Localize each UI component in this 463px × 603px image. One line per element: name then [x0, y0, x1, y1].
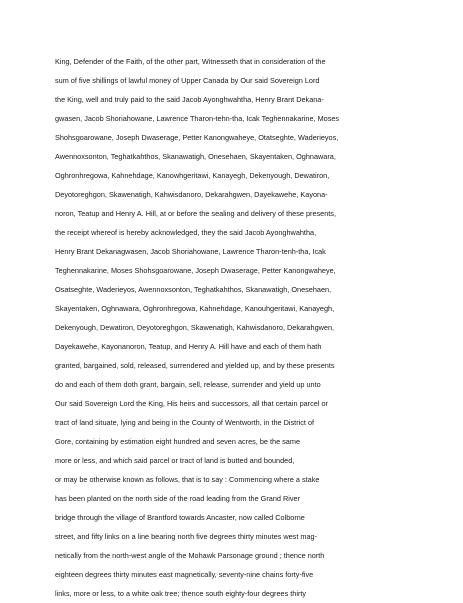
text-line: bridge through the village of Brantford towards Ancaster, now called Colborne: [55, 513, 305, 522]
text-line: netically from the north-west angle of the Mohawk Parsonage ground ; thence north: [55, 551, 325, 560]
document-body: [55, 52, 415, 603]
text-line: Shohsgoarowane, Joseph Dwaserage, Petter Kanongwaheye, Otatseghte, Waderieyos,: [55, 133, 339, 142]
text-line: street, and fifty links on a line bearing north five degrees thirty minutes west mag-: [55, 532, 318, 541]
text-line: do and each of them doth grant, bargain, sell, release, surrender and yield up unto: [55, 380, 321, 389]
text-line: the King, well and truly paid to the said Jacob Ayonghwahtha, Henry Brant Dekana-: [55, 95, 324, 104]
text-line: Osatseghte, Waderieyos, Awennoxsonton, Teghatkahthos, Skanawatigh, Onesehaen,: [55, 285, 332, 294]
text-line: Oghronhregowa, Kahnehdage, Kanowhgeritawi, Kanayegh, Dekenyough, Dewatiron,: [55, 171, 330, 180]
text-line: Our said Sovereign Lord the King, His heirs and successors, all that certain parcel or: [55, 399, 328, 408]
text-line: noron, Teatup and Henry A. Hill, at or before the sealing and delivery of these presents,: [55, 209, 336, 218]
text-line: Skayentaken, Oghnawara, Oghronhregowa, Kahnehdage, Kanouhgeritawi, Kanayegh,: [55, 304, 335, 313]
text-line: Deyotoreghgon, Skawenatigh, Kahwisdanoro, Dekarahgwen, Dayekawehe, Kayona-: [55, 190, 328, 199]
text-line: gwasen, Jacob Shoriahowane, Lawrence Tharon-tehn-tha, Icak Teghennakarine, Moses: [55, 114, 340, 123]
text-line: eighteen degrees thirty minutes east magnetically, seventy-nine chains forty-five: [55, 570, 314, 579]
text-line: more or less, and which said parcel or tract of land is butted and bounded,: [55, 456, 295, 465]
text-line: Gore, containing by estimation eight hundred and seven acres, be the same: [55, 437, 301, 446]
text-line: King, Defender of the Faith, of the other part, Witnesseth that in consideration of the: [55, 57, 326, 66]
text-line: Henry Brant Dekanagwasen, Jacob Shoriahowane, Lawrence Tharon-tenh-tha, Icak: [55, 247, 326, 256]
text-line: tract of land situate, lying and being in the County of Wentworth, in the District of: [55, 418, 315, 427]
text-line: has been planted on the north side of the road leading from the Grand River: [55, 494, 301, 503]
text-line: Dayekawehe, Kayonanoron, Teatup, and Henry A. Hill have and each of them hath: [55, 342, 322, 351]
text-line: sum of five shillings of lawful money of Upper Canada by Our said Sovereign Lord: [55, 76, 320, 85]
text-line: or may be otherwise known as follows, that is to say : Commencing where a stake: [55, 475, 320, 484]
text-line: Teghennakarine, Moses Shohsgoarowane, Joseph Dwaserage, Petter Kanongwaheye,: [55, 266, 336, 275]
text-line: granted, bargained, sold, released, surrendered and yielded up, and by these presents: [55, 361, 335, 370]
text-line: the receipt whereof is hereby acknowledged, they the said Jacob Ayonghwahtha,: [55, 228, 317, 237]
text-line: Awennoxsonton, Teghatkahthos, Skanawatigh, Onesehaen, Skayentaken, Oghnawara,: [55, 152, 336, 161]
text-line: links, more or less, to a white oak tree; thence south eighty-four degrees thirty: [55, 589, 307, 598]
text-line: Dekenyough, Dewatiron, Deyotoreghgon, Skawenatigh, Kahwisdanoro, Dekarahgwen,: [55, 323, 335, 332]
